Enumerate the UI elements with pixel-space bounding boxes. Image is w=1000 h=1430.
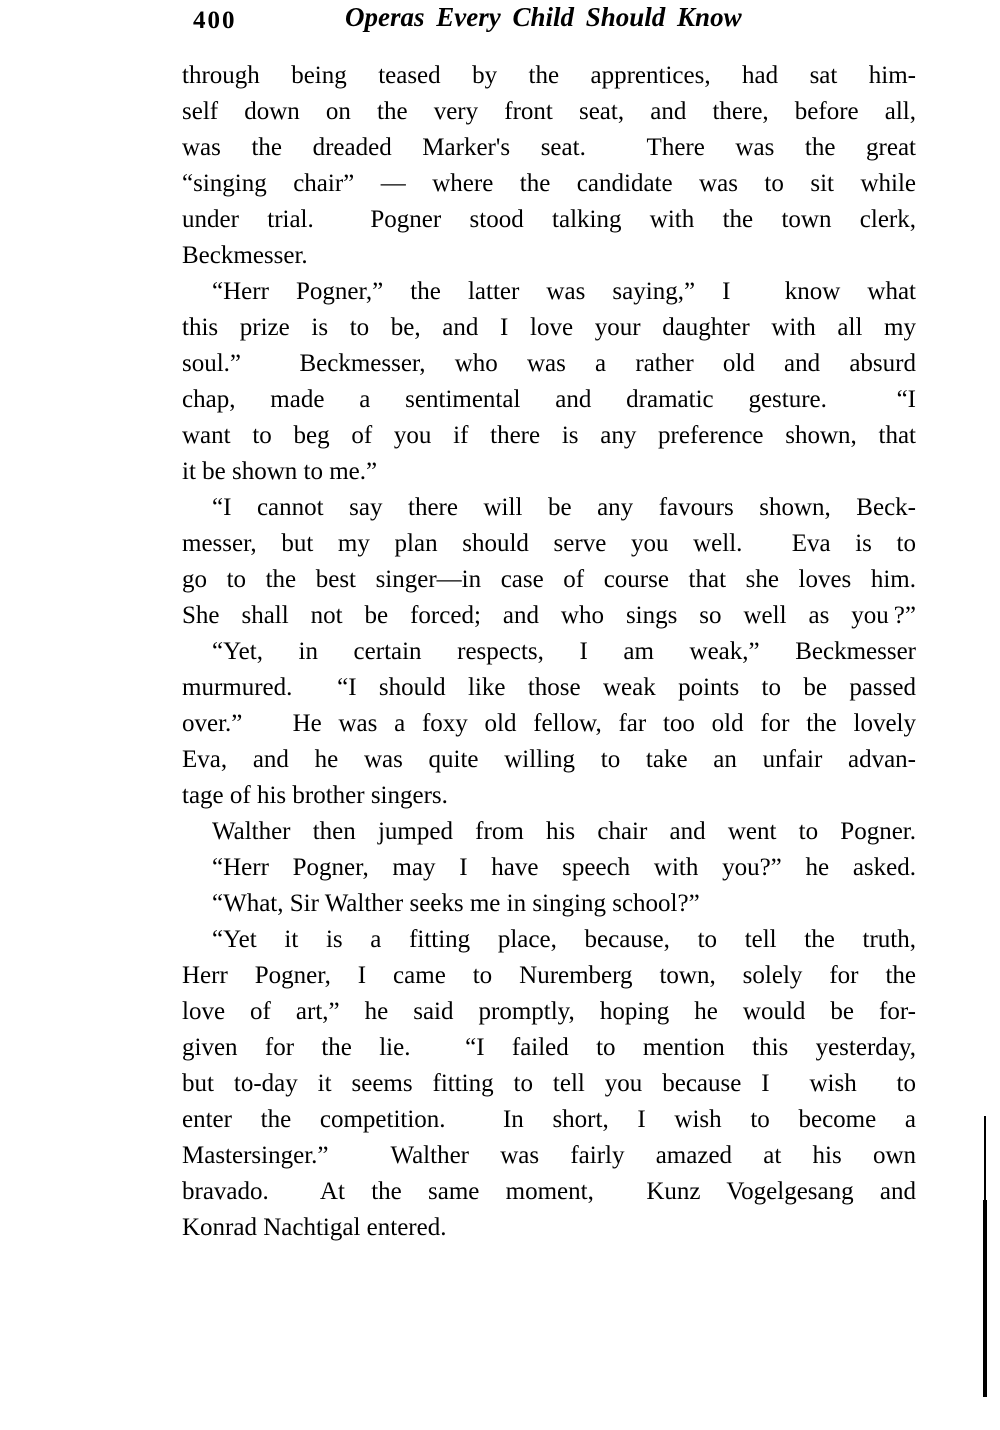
scan-artifact-line <box>983 1200 987 1397</box>
paragraph <box>182 274 916 490</box>
page-number: 400 <box>193 7 237 34</box>
text-line: through being teased by the apprentices, had sat him- <box>182 62 916 89</box>
paragraph <box>182 490 916 634</box>
text-line: go to the best singer—in case of course that she loves him. <box>182 566 916 593</box>
text-line: but to-day it seems fitting to tell you because I wish to <box>182 1070 916 1097</box>
text-line: under trial. Pogner stood talking with the town clerk, <box>182 206 916 233</box>
text-line: Eva, and he was quite willing to take an unfair advan- <box>182 746 916 773</box>
text-line: “singing chair” — where the candidate was to sit while <box>182 170 916 197</box>
text-line: want to beg of you if there is any preference shown, that <box>182 422 916 449</box>
text-line: “Yet, in certain respects, I am weak,” Beckmesser <box>212 638 916 665</box>
text-line: self down on the very front seat, and there, before all, <box>182 98 916 125</box>
text-line: Walther then jumped from his chair and went to Pogner. <box>212 818 916 845</box>
text-line: was the dreaded Marker's seat. There was the great <box>182 134 916 161</box>
paragraph <box>182 850 916 886</box>
text-block <box>182 58 916 1246</box>
text-line: Konrad Nachtigal entered. <box>182 1214 447 1241</box>
text-line: “Herr Pogner,” the latter was saying,” I know what <box>212 278 916 305</box>
paragraph <box>182 634 916 814</box>
scan-artifact-line <box>984 1116 986 1204</box>
paragraph <box>182 814 916 850</box>
text-line: love of art,” he said promptly, hoping he would be for- <box>182 998 916 1025</box>
text-line: Herr Pogner, I came to Nuremberg town, solely for the <box>182 962 916 989</box>
text-line: bravado. At the same moment, Kunz Vogelgesang and <box>182 1178 916 1205</box>
text-line: Beckmesser. <box>182 242 308 269</box>
text-line: given for the lie. “I failed to mention this yesterday, <box>182 1034 916 1061</box>
text-line: chap, made a sentimental and dramatic gesture. “I <box>182 386 916 413</box>
text-line: over.” He was a foxy old fellow, far too old for the lovely <box>182 710 916 737</box>
text-line: messer, but my plan should serve you well. Eva is to <box>182 530 916 557</box>
text-line: She shall not be forced; and who sings so well as you ?” <box>182 602 916 629</box>
text-line: it be shown to me.” <box>182 458 378 485</box>
text-line: “I cannot say there will be any favours shown, Beck- <box>212 494 916 521</box>
text-line: Mastersinger.” Walther was fairly amazed at his own <box>182 1142 916 1169</box>
text-line: tage of his brother singers. <box>182 782 448 809</box>
paragraph <box>182 886 916 922</box>
text-line: “What, Sir Walther seeks me in singing school?” <box>212 890 700 917</box>
running-title: Operas Every Child Should Know <box>345 2 742 32</box>
text-line: murmured. “I should like those weak points to be passed <box>182 674 916 701</box>
text-line: enter the competition. In short, I wish to become a <box>182 1106 916 1133</box>
paragraph <box>182 58 916 274</box>
paragraph <box>182 922 916 1246</box>
text-line: this prize is to be, and I love your daughter with all my <box>182 314 916 341</box>
text-line: “Yet it is a fitting place, because, to tell the truth, <box>212 926 916 953</box>
text-line: soul.” Beckmesser, who was a rather old and absurd <box>182 350 916 377</box>
text-line: “Herr Pogner, may I have speech with you?” he asked. <box>212 854 916 881</box>
